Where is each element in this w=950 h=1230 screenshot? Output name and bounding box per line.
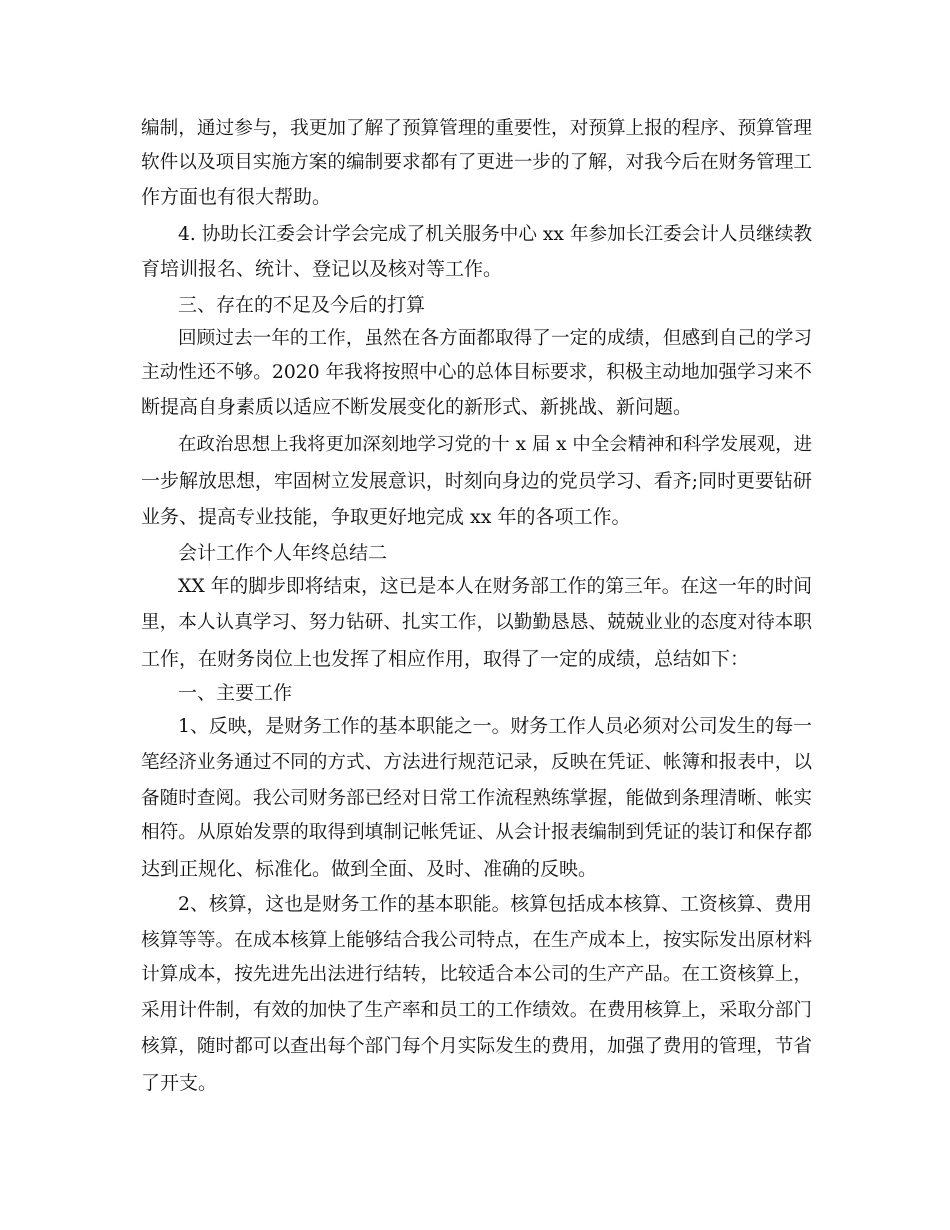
line-text: 核算等等。在成本核算上能够结合我公司特点，在生产成本上，按实际发出原材料	[141, 930, 812, 951]
text-line: 工作，在财务岗位上也发挥了相应作用，取得了一定的成绩，总结如下：	[141, 648, 750, 670]
text-line: 业务、提高专业技能，争取更好地完成 xx 年的各项工作。	[141, 506, 631, 528]
line-text: 回顾过去一年的工作，虽然在各方面都取得了一定的成绩，但感到自己的学习	[178, 328, 813, 349]
line-text: 采用计件制，有效的加快了生产率和员工的工作绩效。在费用核算上，采取分部门	[141, 1000, 812, 1021]
text-line	[178, 220, 812, 250]
text-line	[178, 324, 812, 354]
text-line	[141, 608, 812, 638]
text-line	[141, 114, 812, 144]
line-text: 笔经济业务通过不同的方式、方法进行规范记录，反映在凭证、帐簿和报表中，以	[141, 752, 812, 773]
line-text: 主动性还不够。2020 年我将按照中心的总体目标要求，积极主动地加强学习来不	[141, 362, 813, 383]
line-text: 4. 协助长江委会计学会完成了机关服务中心 xx 年参加长江委会计人员继续教	[178, 224, 812, 245]
line-text: 相符。从原始发票的取得到填制记帐凭证、从会计报表编制到凭证的装订和保存都	[141, 822, 812, 843]
section-title: 会计工作个人年终总结二	[178, 542, 388, 564]
text-line	[141, 996, 812, 1026]
section-heading: 一、主要工作	[178, 682, 293, 704]
text-line	[141, 1032, 812, 1062]
text-line	[141, 466, 812, 496]
line-text: 备随时查阅。我公司财务部已经对日常工作流程熟练掌握，能做到条理清晰、帐实	[141, 788, 812, 809]
text-line: 达到正规化、标准化。做到全面、及时、准确的反映。	[141, 858, 598, 880]
text-line	[141, 818, 812, 848]
text-line	[178, 890, 812, 920]
text-line: 了开支。	[141, 1072, 218, 1094]
line-text: 里，本人认真学习、努力钻研、扎实工作，以勤勤恳恳、兢兢业业的态度对待本职	[141, 612, 812, 633]
line-text: 一步解放思想，牢固树立发展意识，时刻向身边的党员学习、看齐;同时更要钻研	[141, 470, 813, 492]
text-line	[178, 712, 812, 742]
text-line: 作方面也有很大帮助。	[141, 186, 332, 208]
text-line	[141, 748, 812, 778]
line-text: 编制，通过参与，我更加了解了预算管理的重要性，对预算上报的程序、预算管理	[141, 118, 812, 139]
line-text: 2、核算，这也是财务工作的基本职能。核算包括成本核算、工资核算、费用	[178, 894, 813, 915]
line-text: 1、反映，是财务工作的基本职能之一。财务工作人员必须对公司发生的每一	[178, 716, 813, 737]
text-line	[141, 960, 812, 990]
text-line	[141, 358, 812, 388]
text-line	[141, 784, 812, 814]
line-text: 在政治思想上我将更加深刻地学习党的十 x 届 x 中全会精神和科学发展观，进	[178, 434, 813, 455]
text-line	[178, 430, 812, 460]
line-text: 计算成本，按先进先出法进行结转，比较适合本公司的生产产品。在工资核算上，	[141, 964, 812, 985]
text-line: 育培训报名、统计、登记以及核对等工作。	[141, 258, 503, 280]
section-heading: 三、存在的不足及今后的打算	[178, 294, 426, 316]
text-line: 断提高自身素质以适应不断发展变化的新形式、新挑战、新问题。	[141, 396, 693, 418]
line-text: 软件以及项目实施方案的编制要求都有了更进一步的了解，对我今后在财务管理工	[141, 152, 812, 173]
text-line	[178, 572, 812, 602]
text-line	[141, 926, 812, 956]
text-line	[141, 148, 812, 178]
line-text: 核算，随时都可以查出每个部门每个月实际发生的费用，加强了费用的管理，节省	[141, 1036, 812, 1057]
line-text: XX 年的脚步即将结束，这已是本人在财务部工作的第三年。在这一年的时间	[178, 576, 813, 597]
